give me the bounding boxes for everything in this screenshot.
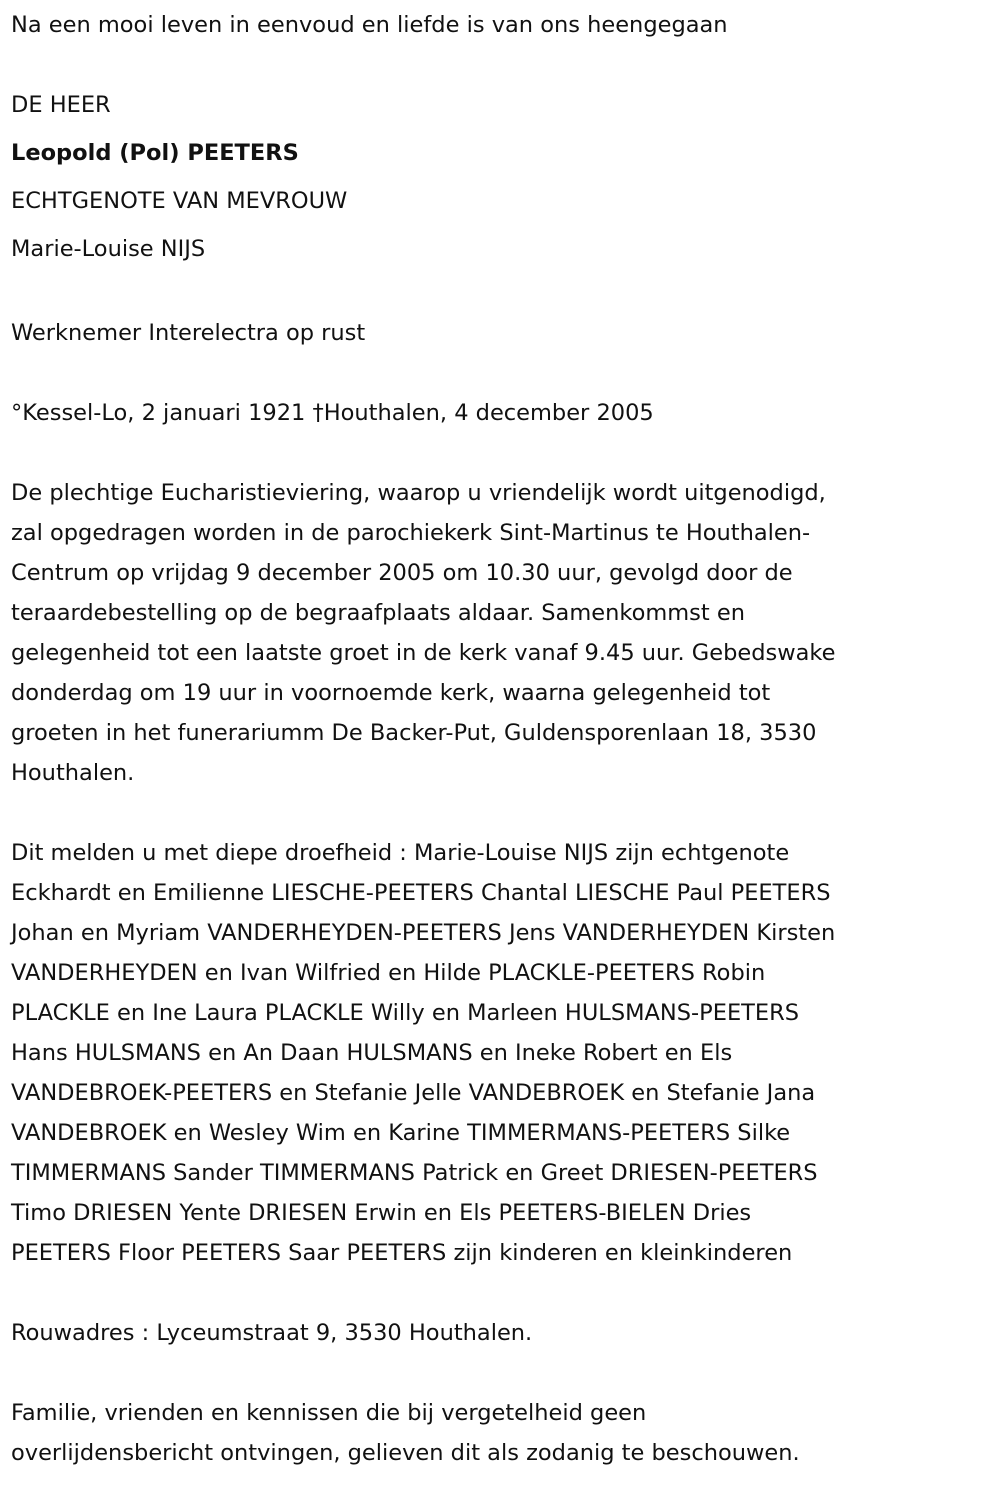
ceremony-line: zal opgedragen worden in de parochiekerk Sint-Martinus te Houthalen- — [11, 520, 811, 546]
deceased-name: Leopold (Pol) PEETERS — [11, 140, 299, 166]
closing-line: Familie, vrienden en kennissen die bij vergetelheid geen — [11, 1400, 647, 1426]
ceremony-line: teraardebestelling op de begraafplaats aldaar. Samenkommst en — [11, 600, 745, 626]
family-line: VANDEBROEK en Wesley Wim en Karine TIMMERMANS-PEETERS Silke — [11, 1120, 791, 1146]
closing-line: overlijdensbericht ontvingen, gelieven dit als zodanig te beschouwen. — [11, 1440, 800, 1466]
deceased-header — [11, 81, 1000, 273]
family-line: Dit melden u met diepe droefheid : Marie-Louise NIJS zijn echtgenote — [11, 840, 790, 866]
intro-text: Na een mooi leven in eenvoud en liefde is van ons heengegaan — [11, 12, 728, 38]
occupation: Werknemer Interelectra op rust — [11, 320, 366, 346]
ceremony-line: gelegenheid tot een laatste groet in de kerk vanaf 9.45 uur. Gebedswake — [11, 640, 836, 666]
family-line: TIMMERMANS Sander TIMMERMANS Patrick en Greet DRIESEN-PEETERS — [11, 1160, 818, 1186]
family-line: Johan en Myriam VANDERHEYDEN-PEETERS Jens VANDERHEYDEN Kirsten — [11, 920, 836, 946]
family-line: Hans HULSMANS en An Daan HULSMANS en Ineke Robert en Els — [11, 1040, 733, 1066]
family-line: VANDEBROEK-PEETERS en Stefanie Jelle VANDEBROEK en Stefanie Jana — [11, 1080, 816, 1106]
relation: ECHTGENOTE VAN MEVROUW — [11, 188, 348, 214]
family-line: Eckhardt en Emilienne LIESCHE-PEETERS Chantal LIESCHE Paul PEETERS — [11, 880, 831, 906]
ceremony-line: groeten in het funerariumm De Backer-Put, Guldensporenlaan 18, 3530 — [11, 720, 817, 746]
spouse-name: Marie-Louise NIJS — [11, 236, 206, 262]
family-line: Timo DRIESEN Yente DRIESEN Erwin en Els PEETERS-BIELEN Dries — [11, 1200, 752, 1226]
family-line: PEETERS Floor PEETERS Saar PEETERS zijn kinderen en kleinkinderen — [11, 1240, 793, 1266]
closing-paragraph — [11, 1393, 1000, 1473]
ceremony-line: Centrum op vrijdag 9 december 2005 om 10.30 uur, gevolgd door de — [11, 560, 793, 586]
birth-death-dates: °Kessel-Lo, 2 januari 1921 †Houthalen, 4 december 2005 — [11, 400, 654, 426]
ceremony-line: donderdag om 19 uur in voornoemde kerk, waarna gelegenheid tot — [11, 680, 771, 706]
ceremony-line: Houthalen. — [11, 760, 135, 786]
mourning-address: Rouwadres : Lyceumstraat 9, 3530 Houthalen. — [11, 1320, 533, 1346]
family-line: VANDERHEYDEN en Ivan Wilfried en Hilde PLACKLE-PEETERS Robin — [11, 960, 766, 986]
ceremony-paragraph — [11, 473, 1000, 793]
family-paragraph — [11, 833, 1000, 1273]
family-line: PLACKLE en Ine Laura PLACKLE Willy en Marleen HULSMANS-PEETERS — [11, 1000, 800, 1026]
title: DE HEER — [11, 92, 111, 118]
ceremony-line: De plechtige Eucharistieviering, waarop u vriendelijk wordt uitgenodigd, — [11, 480, 826, 506]
